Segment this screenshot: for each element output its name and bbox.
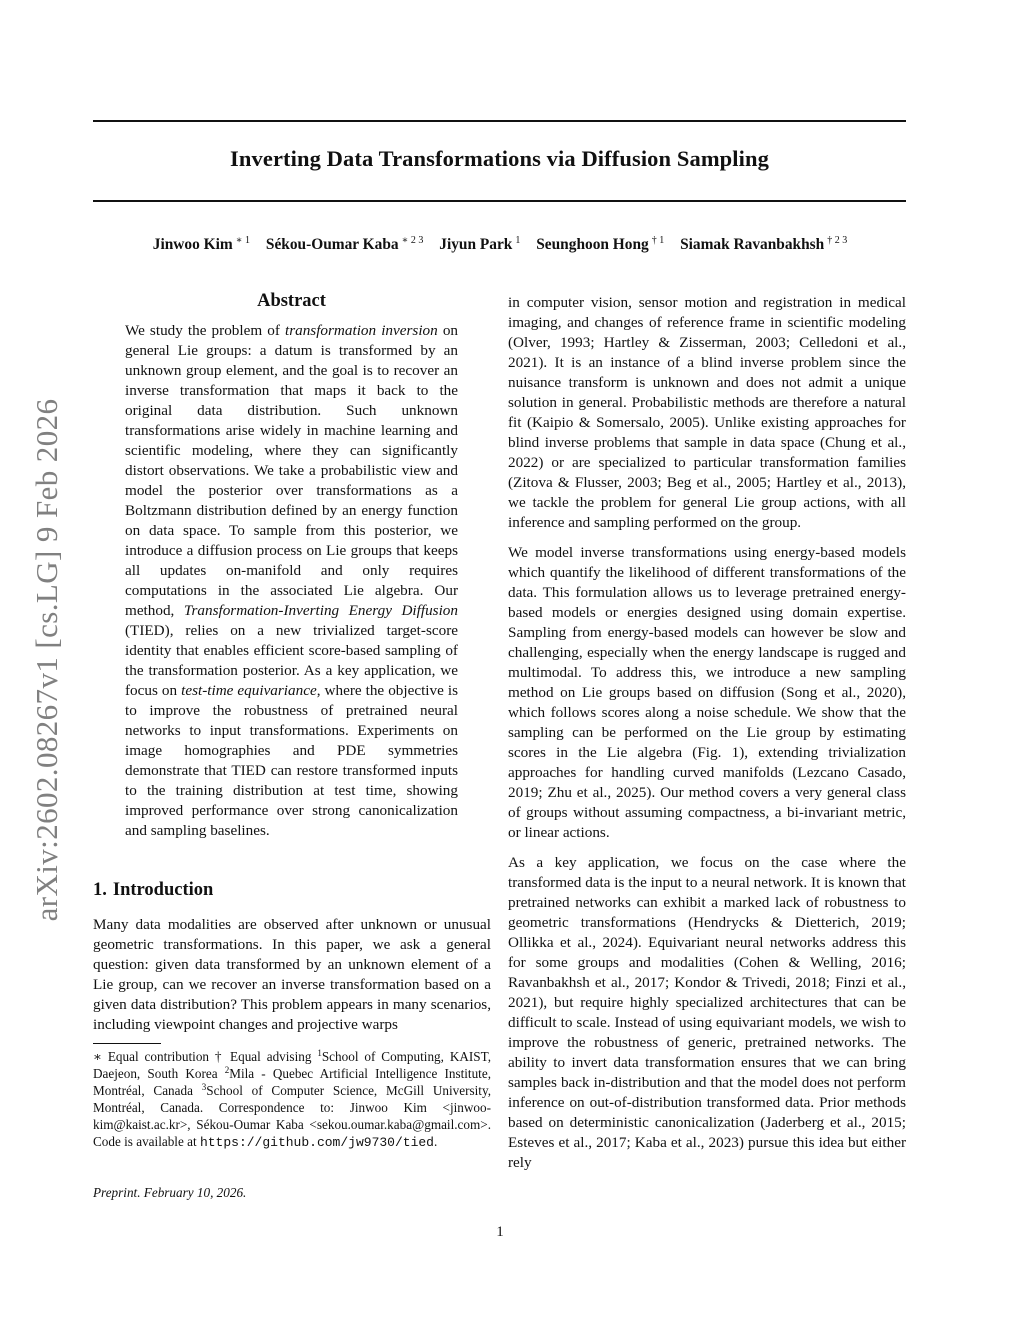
introduction-heading: 1. Introduction (93, 880, 214, 900)
abstract-body: We study the problem of transformation inversion on general Lie groups: a datum is transformed by an unknown group element, and the goal is to recover an inverse transformation that maps it back to the original data distribution. Such unknown transformations arise widely in machine learning and scientific modeling, where they can significantly distort observations. We take a probabilistic view and model the posterior over transformations as a Boltzmann distribution defined by an energy function on data space. To sample from this posterior, we introduce a diffusion process on Lie groups that keeps all updates on-manifold and only requires computations in the associated Lie algebra. Our method, Transformation-Inverting Energy Diffusion (TIED), relies on a new trivialized target-score identity that enables efficient score-based sampling of the transformation posterior. As a key application, we focus on test-time equivariance, where the objective is to improve the robustness of pretrained neural networks to input transformations. Experiments on image homographies and PDE symmetries demonstrate that TIED can restore transformed inputs to the training distribution at test time, showing improved performance over strong canonicalization and sampling baselines. (125, 322, 458, 839)
footnote-rule (93, 1043, 161, 1044)
code-link[interactable]: https://github.com/jw9730/tied (199, 1135, 434, 1150)
introduction-left-column (93, 915, 491, 1035)
introduction-right-column (508, 293, 906, 1183)
page-number: 1 (496, 1224, 504, 1240)
abstract-heading: Abstract (257, 291, 326, 311)
paper-title: Inverting Data Transformations via Diffusion Sampling (230, 146, 769, 171)
title-top-rule (93, 120, 906, 122)
author: Siamak Ravanbakhsh $^{\dagger 2 3}$ (680, 235, 848, 253)
author: Sékou-Oumar Kaba $^{∗ 2 3}$ (265, 235, 424, 253)
author: Jinwoo Kim $^{∗ 1}$ (152, 235, 251, 253)
affiliation-footnote: ∗ Equal contribution † Equal advising $^1$School of Computing, KAIST, Daejeon, South Korea $^2$Mila - Quebec Artificial Intelligence Institute, Montréal, Canada $^3$School of Computer Science, McGill University, Montréal, Canada. Correspondence to: Jinwoo Kim <jinwoo-kim@kaist.ac.kr>, Sékou-Oumar Kaba <sekou.oumar.kaba@gmail.com>. Code is available at https://github.com/jw9730/tied. (93, 1048, 491, 1150)
arxiv-stamp: arXiv:2602.08267v1 [cs.LG] 9 Feb 2026 (29, 398, 64, 922)
body-paragraph: We model inverse transformations using energy-based models which quantify the likelihood of different transformations of the data. This formulation allows us to leverage pretrained energy-based models or energies designed using domain expertise. Sampling from energy-based models can however be slow and challenging, especially when the energy landscape is rugged and multimodal. To address this, we introduce a new sampling method on Lie groups based on diffusion (Song et al., 2020), which follows scores along a noise schedule. We show that the sampling can be performed on the Lie group by estimating scores in the Lie algebra (Fig. 1), extending trivialization approaches for handling curved manifolds (Lezcano Casado, 2019; Zhu et al., 2025). Our method covers a very general class of groups without assuming compactness, a bi-invariant metric, or linear actions. (508, 544, 906, 841)
author: Jiyun Park $^1$ (439, 235, 521, 253)
preprint-note: Preprint. February 10, 2026. (93, 1185, 247, 1200)
body-paragraph: Many data modalities are observed after unknown or unusual geometric transformations. In this paper, we ask a general question: given data transformed by an unknown element of a Lie group, can we recover an inverse transformation based on a given data distribution? This problem appears in many scenarios, including viewpoint changes and projective warps (93, 916, 491, 1033)
title-bottom-rule (93, 200, 906, 202)
author: Seunghoon Hong $^{\dagger 1}$ (536, 235, 665, 253)
author-list (60, 236, 940, 254)
body-paragraph: in computer vision, sensor motion and registration in medical imaging, and changes of reference frame in scientific modeling (Olver, 1993; Hartley & Zisserman, 2003; Celledoni et al., 2021). It is an instance of a blind inverse problem since the nuisance transform is unknown and does not admit a unique solution in general. Probabilistic methods are therefore a natural fit (Kaipio & Somersalo, 2005). Unlike existing approaches for blind inverse problems that sample in data space (Chung et al., 2022) or are specialized to particular transformation families (Zitova & Flusser, 2003; Beg et al., 2005; Hartley et al., 2013), we tackle the problem for general Lie group actions, with all inference and sampling performed on the group. (508, 294, 906, 531)
body-paragraph: As a key application, we focus on the case where the transformed data is the input to a neural network. It is known that pretrained networks can exhibit a marked lack of robustness to geometric transformations (Hendrycks & Dietterich, 2019; Ollikka et al., 2024). Equivariant neural networks address this for some groups and modalities (Cohen & Welling, 2016; Ravanbakhsh et al., 2017; Kondor & Trivedi, 2018; Finzi et al., 2021), but require highly specialized architectures that can be difficult to scale. Instead of using equivariant models, we wish to improve the robustness of generic, pretrained networks. The ability to invert data transformation ensures that we can bring samples back in-distribution and that the model does not perform inference on out-of-distribution transformed data. Prior methods based on deterministic canonicalization (Jaderberg et al., 2015; Esteves et al., 2017; Kaba et al., 2023) pursue this idea but either rely (508, 854, 906, 1171)
